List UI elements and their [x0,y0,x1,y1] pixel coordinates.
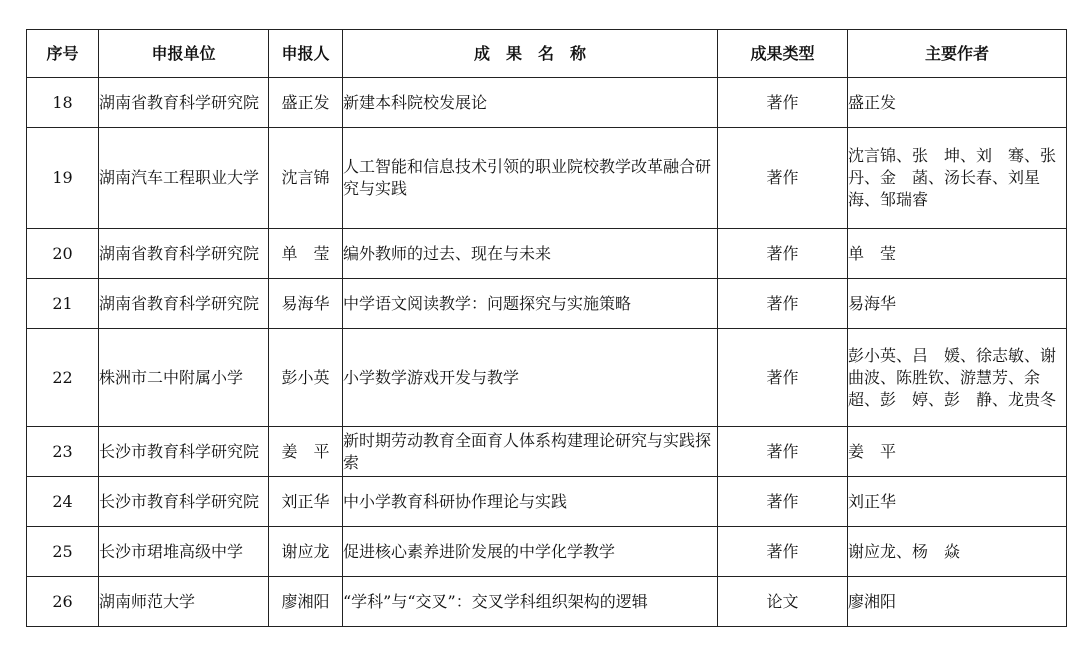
cell-authors: 彭小英、吕 媛、徐志敏、谢曲波、陈胜钦、游慧芳、余 超、彭 婷、彭 静、龙贵冬 [848,329,1067,427]
cell-type: 著作 [718,128,848,229]
cell-person: 姜 平 [269,427,343,477]
cell-title: 促进核心素养进阶发展的中学化学教学 [343,527,718,577]
table-row [27,279,1067,329]
header-person: 申报人 [269,30,343,78]
table-header-row [27,30,1067,78]
cell-title: 新时期劳动教育全面育人体系构建理论研究与实践探索 [343,427,718,477]
cell-title: 中学语文阅读教学：问题探究与实施策略 [343,279,718,329]
cell-unit: 湖南师范大学 [99,577,269,627]
header-title: 成 果 名 称 [343,30,718,78]
table-row [27,527,1067,577]
cell-unit: 长沙市教育科学研究院 [99,427,269,477]
cell-unit: 长沙市教育科学研究院 [99,477,269,527]
cell-person: 刘正华 [269,477,343,527]
cell-title: 人工智能和信息技术引领的职业院校教学改革融合研究与实践 [343,128,718,229]
cell-person: 谢应龙 [269,527,343,577]
table-row [27,78,1067,128]
cell-unit: 长沙市珺堆高级中学 [99,527,269,577]
table-row [27,229,1067,279]
cell-authors: 易海华 [848,279,1067,329]
header-no: 序号 [27,30,99,78]
cell-person: 沈言锦 [269,128,343,229]
table-row [27,477,1067,527]
cell-no: 18 [27,78,99,128]
cell-authors: 沈言锦、张 坤、刘 骞、张 丹、金 菡、汤长春、刘星海、邹瑞睿 [848,128,1067,229]
cell-type: 著作 [718,477,848,527]
cell-authors: 谢应龙、杨 焱 [848,527,1067,577]
cell-no: 25 [27,527,99,577]
cell-authors: 廖湘阳 [848,577,1067,627]
cell-unit: 湖南省教育科学研究院 [99,229,269,279]
cell-unit: 株洲市二中附属小学 [99,329,269,427]
cell-unit: 湖南省教育科学研究院 [99,78,269,128]
cell-type: 著作 [718,78,848,128]
cell-person: 彭小英 [269,329,343,427]
header-type: 成果类型 [718,30,848,78]
cell-type: 著作 [718,427,848,477]
cell-person: 廖湘阳 [269,577,343,627]
cell-unit: 湖南汽车工程职业大学 [99,128,269,229]
cell-title: 新建本科院校发展论 [343,78,718,128]
cell-title: 编外教师的过去、现在与未来 [343,229,718,279]
cell-person: 单 莹 [269,229,343,279]
cell-type: 著作 [718,527,848,577]
cell-person: 易海华 [269,279,343,329]
table-row [27,427,1067,477]
cell-person: 盛正发 [269,78,343,128]
cell-no: 26 [27,577,99,627]
cell-unit: 湖南省教育科学研究院 [99,279,269,329]
header-unit: 申报单位 [99,30,269,78]
cell-authors: 盛正发 [848,78,1067,128]
table-row [27,128,1067,229]
cell-no: 20 [27,229,99,279]
cell-title: “学科”与“交叉”：交叉学科组织架构的逻辑 [343,577,718,627]
cell-no: 19 [27,128,99,229]
cell-title: 中小学教育科研协作理论与实践 [343,477,718,527]
header-authors: 主要作者 [848,30,1067,78]
cell-authors: 刘正华 [848,477,1067,527]
cell-type: 著作 [718,279,848,329]
cell-no: 21 [27,279,99,329]
cell-authors: 单 莹 [848,229,1067,279]
cell-type: 论文 [718,577,848,627]
awards-table [26,29,1073,627]
cell-no: 24 [27,477,99,527]
cell-no: 23 [27,427,99,477]
cell-authors: 姜 平 [848,427,1067,477]
cell-type: 著作 [718,329,848,427]
cell-type: 著作 [718,229,848,279]
cell-no: 22 [27,329,99,427]
cell-title: 小学数学游戏开发与教学 [343,329,718,427]
table-row [27,329,1067,427]
table-row [27,577,1067,627]
